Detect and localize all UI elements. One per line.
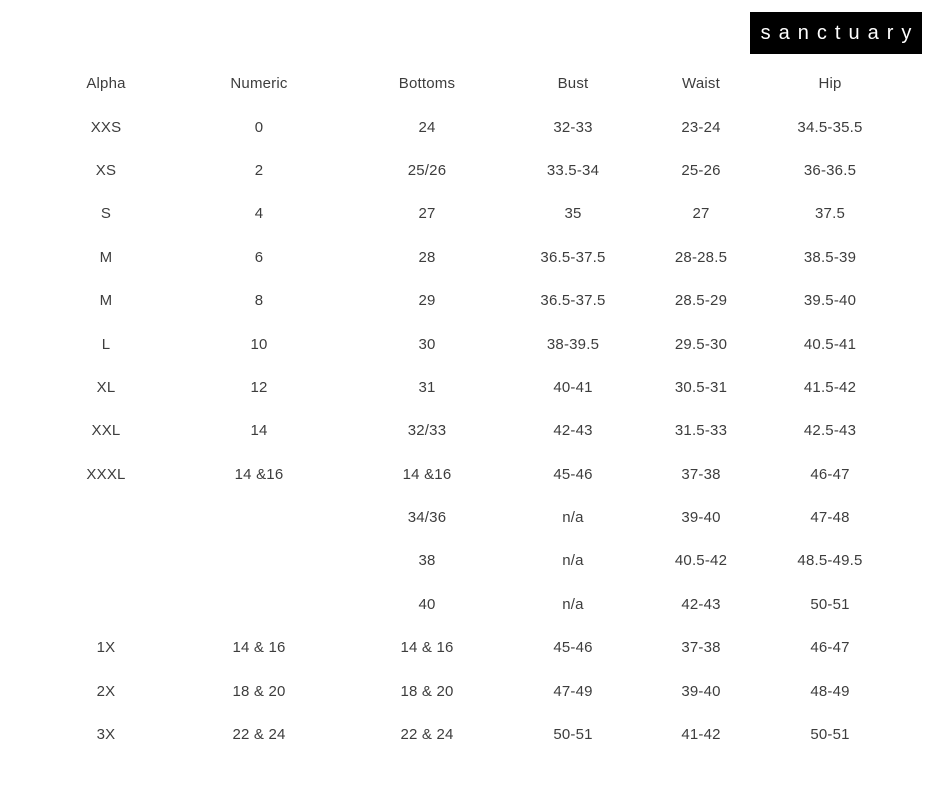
table-cell: n/a <box>562 509 584 527</box>
table-cell <box>183 496 335 539</box>
size-chart-body <box>29 105 885 756</box>
table-cell: 40-41 <box>553 378 593 396</box>
table-cell: 8 <box>254 292 264 310</box>
table-cell: 40 <box>418 595 436 613</box>
table-cell: 50-51 <box>553 726 593 744</box>
table-cell: 50-51 <box>810 726 850 744</box>
table-cell: 14 &16 <box>402 465 452 483</box>
table-cell: 50-51 <box>810 595 850 613</box>
table-header-row <box>29 62 885 105</box>
table-cell: 27 <box>418 205 436 223</box>
table-cell: 40.5-41 <box>803 335 857 353</box>
table-cell: 14 &16 <box>234 465 284 483</box>
column-header-numeric: Numeric <box>230 75 288 93</box>
table-cell: 30 <box>418 335 436 353</box>
column-header-hip: Hip <box>818 75 842 93</box>
table-cell: 18 & 20 <box>400 682 454 700</box>
table-cell: 6 <box>254 248 264 266</box>
table-cell: 24 <box>418 118 436 136</box>
table-cell <box>29 496 183 539</box>
table-cell: 42.5-43 <box>803 422 857 440</box>
table-cell <box>29 583 183 626</box>
table-cell: 47-48 <box>810 509 850 527</box>
table-cell: 41-42 <box>681 726 721 744</box>
table-row <box>29 236 885 279</box>
table-cell: 33.5-34 <box>546 161 600 179</box>
table-row <box>29 669 885 712</box>
table-cell: 38-39.5 <box>546 335 600 353</box>
table-cell <box>29 539 183 582</box>
table-cell: L <box>101 335 111 353</box>
table-cell: 41.5-42 <box>803 378 857 396</box>
table-cell: 37.5 <box>815 205 845 223</box>
table-row <box>29 583 885 626</box>
table-cell: 34.5-35.5 <box>797 118 863 136</box>
table-cell: 35 <box>564 205 582 223</box>
table-cell: 31.5-33 <box>674 422 728 440</box>
table-cell: 1X <box>96 639 116 657</box>
table-cell <box>183 539 335 582</box>
table-cell: 29 <box>418 292 436 310</box>
table-row <box>29 149 885 192</box>
table-cell: 28 <box>418 248 436 266</box>
table-cell: M <box>99 248 113 266</box>
table-cell: 48.5-49.5 <box>797 552 863 570</box>
table-cell: n/a <box>562 595 584 613</box>
table-cell: 40.5-42 <box>674 552 728 570</box>
table-cell: 14 & 16 <box>400 639 454 657</box>
table-cell: 46-47 <box>810 465 850 483</box>
table-cell: 28.5-29 <box>674 292 728 310</box>
table-row <box>29 626 885 669</box>
table-row <box>29 713 885 756</box>
table-cell: 22 & 24 <box>232 726 286 744</box>
table-cell: 18 & 20 <box>232 682 286 700</box>
table-cell: 12 <box>250 378 268 396</box>
table-row <box>29 496 885 539</box>
table-row <box>29 279 885 322</box>
table-cell: 31 <box>418 378 436 396</box>
table-cell: 38.5-39 <box>803 248 857 266</box>
sanctuary-logo: sanctuary <box>750 12 922 54</box>
table-cell: 0 <box>254 118 264 136</box>
table-cell: 22 & 24 <box>400 726 454 744</box>
table-cell: 30.5-31 <box>674 378 728 396</box>
column-header-bust: Bust <box>557 75 589 93</box>
table-cell: 47-49 <box>553 682 593 700</box>
table-cell: 39-40 <box>681 682 721 700</box>
table-cell: 3X <box>96 726 116 744</box>
table-cell: XXXL <box>86 465 126 483</box>
column-header-alpha: Alpha <box>86 75 126 93</box>
table-cell: 45-46 <box>553 465 593 483</box>
table-cell: 14 & 16 <box>232 639 286 657</box>
table-cell: 42-43 <box>681 595 721 613</box>
table-row <box>29 322 885 365</box>
table-cell: 32-33 <box>553 118 593 136</box>
table-cell: 39.5-40 <box>803 292 857 310</box>
table-cell: M <box>99 292 113 310</box>
table-cell: 36.5-37.5 <box>540 248 606 266</box>
table-cell: 34/36 <box>407 509 447 527</box>
table-row <box>29 453 885 496</box>
table-cell: 25-26 <box>681 161 721 179</box>
table-cell: 10 <box>250 335 268 353</box>
table-cell: 23-24 <box>681 118 721 136</box>
table-row <box>29 539 885 582</box>
table-cell: 42-43 <box>553 422 593 440</box>
table-cell: 36-36.5 <box>803 161 857 179</box>
table-cell: 4 <box>254 205 264 223</box>
table-cell: 2X <box>96 682 116 700</box>
table-cell: 39-40 <box>681 509 721 527</box>
column-header-waist: Waist <box>682 75 720 93</box>
table-cell: 36.5-37.5 <box>540 292 606 310</box>
table-cell: 2 <box>254 161 264 179</box>
size-chart-table <box>29 62 885 756</box>
table-cell: 25/26 <box>407 161 447 179</box>
table-cell: n/a <box>562 552 584 570</box>
table-cell: 28-28.5 <box>674 248 728 266</box>
table-cell: 32/33 <box>407 422 447 440</box>
table-cell: 38 <box>418 552 436 570</box>
column-header-bottoms: Bottoms <box>398 75 456 93</box>
table-cell: 37-38 <box>681 639 721 657</box>
table-row <box>29 366 885 409</box>
table-cell: S <box>100 205 112 223</box>
table-row <box>29 105 885 148</box>
table-cell <box>183 583 335 626</box>
table-cell: 45-46 <box>553 639 593 657</box>
table-cell: XS <box>95 161 117 179</box>
size-chart-header <box>29 62 885 105</box>
table-cell: 37-38 <box>681 465 721 483</box>
table-cell: 14 <box>250 422 268 440</box>
table-cell: XXL <box>91 422 121 440</box>
table-cell: XL <box>96 378 116 396</box>
table-cell: 48-49 <box>810 682 850 700</box>
table-row <box>29 192 885 235</box>
table-cell: XXS <box>90 118 122 136</box>
table-cell: 29.5-30 <box>674 335 728 353</box>
table-cell: 27 <box>692 205 710 223</box>
table-row <box>29 409 885 452</box>
table-cell: 46-47 <box>810 639 850 657</box>
